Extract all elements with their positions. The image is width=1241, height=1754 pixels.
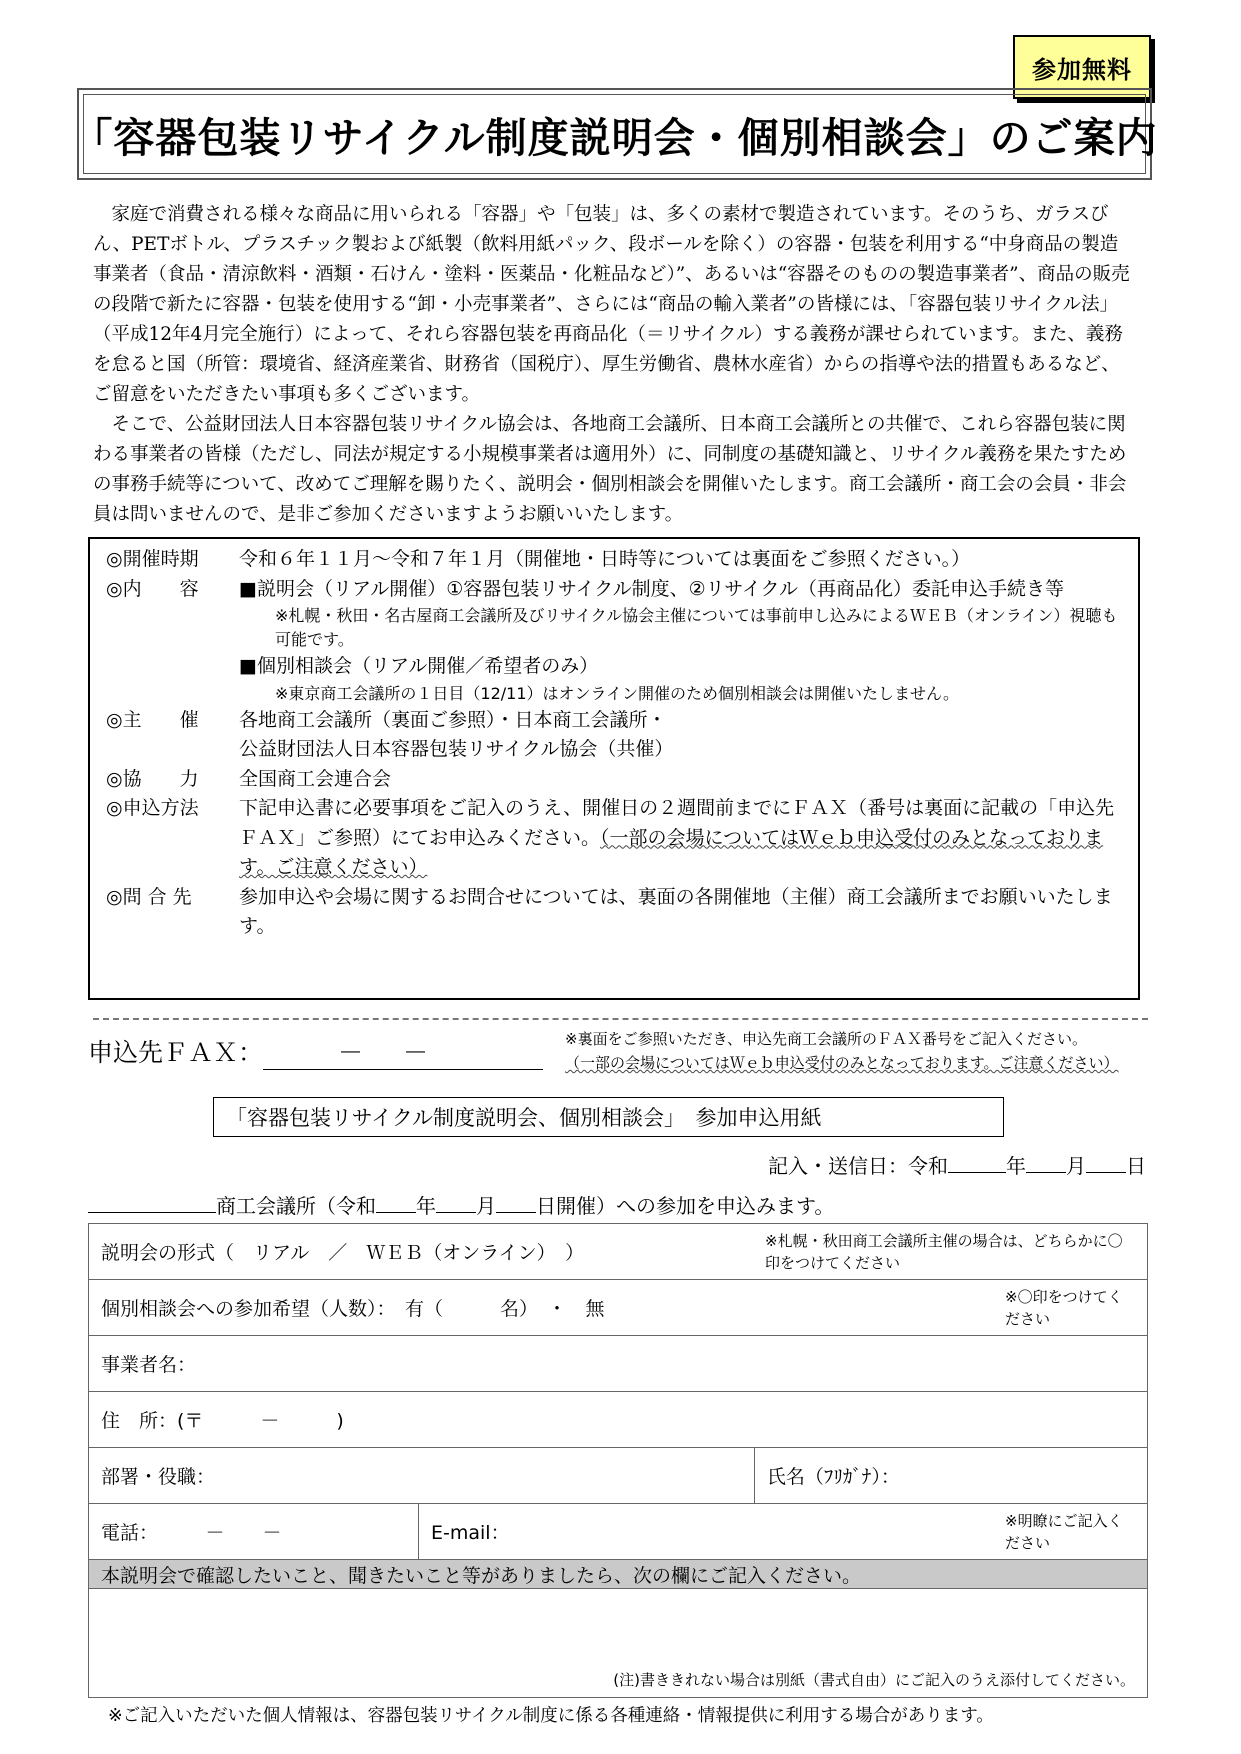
host-value-line-1: 各地商工会議所（裏面ご参照）・日本商工会議所・ [239,708,667,731]
name-label: 氏名（ﾌﾘｶﾞﾅ）： [766,1466,900,1488]
free-participation-badge: 参加無料 [1013,35,1151,99]
date-month-field[interactable] [1026,1172,1066,1173]
host-value-line-2: 公益財団法人日本容器包装リサイクル協会（共催） [239,738,674,760]
apply-statement [88,1190,834,1219]
fax-note-line-2: （一部の会場についてはＷｅｂ申込受付のみとなっております。ご注意ください） [565,1054,1119,1072]
email-label: E-mail： [431,1522,510,1544]
info-row-content [106,575,1124,605]
apply-month-unit: 月 [476,1194,496,1218]
info-row-consult-note [106,682,1124,706]
date-prefix: 記入・送信日：令和 [768,1154,948,1178]
event-day-field[interactable] [496,1212,536,1213]
form-title: 「容器包装リサイクル制度説明会、個別相談会」 参加申込用紙 [213,1097,1004,1137]
info-row-content-note [106,604,1124,652]
consult-row [89,1280,1148,1336]
fax-number-field[interactable]: －－ [263,1033,543,1070]
chamber-name-field[interactable] [88,1212,216,1213]
content-value: ■説明会（リアル開催）①容器包装リサイクル制度、②リサイクル（再商品化）委託申込手続き等 [239,577,1064,600]
address-row [89,1392,1148,1448]
format-label: 説明会の形式（ リアル ／ ＷＥＢ（オンライン） ） [101,1242,585,1264]
date-day-field[interactable] [1086,1172,1126,1173]
fax-note [565,1027,1119,1075]
period-value: 令和６年１１月～令和７年１月（開催地・日時等については裏面をご参照ください。） [239,548,971,570]
consult-note: ※東京商工会議所の１日目（12/11）はオンライン開催のため個別相談会は開催いたしません。 [275,683,959,703]
address-label: 住 所：(〒 － ) [101,1410,344,1432]
dept-label: 部署・役職： [101,1466,216,1488]
cut-line [93,1018,1148,1020]
intro-text [93,200,1133,530]
coop-label: ◎協 力 [106,767,199,790]
date-year-field[interactable] [948,1172,1006,1173]
contact-value: 参加申込や会場に関するお問合せについては、裏面の各開催地（主催）商工会議所までお願いいたします。 [239,885,1113,937]
question-field[interactable] [89,1589,1148,1698]
dept-field[interactable] [89,1448,755,1504]
privacy-footer: ※ご記入いただいた個人情報は、容器包装リサイクル制度に係る各種連絡・情報提供に利用する場合があります。 [108,1706,994,1726]
consult-label: 個別相談会への参加希望（人数）： 有（ 名） ・ 無 [101,1298,605,1320]
info-row-consult [106,652,1124,682]
date-month-unit: 月 [1066,1154,1086,1178]
phone-field[interactable] [89,1504,419,1560]
apply-label: ◎申込方法 [106,797,199,819]
contact-label: ◎問 合 先 [106,885,192,908]
apply-value-main: 下記申込書に必要事項をご記入のうえ、開催日の２週間前までにＦＡＸ（番号は裏面に記載の「申込先ＦＡＸ」ご参照）にてお申込みください。 [239,797,1115,849]
fax-destination [88,1033,543,1070]
date-year-unit: 年 [1006,1154,1026,1178]
email-field[interactable] [419,1504,1148,1560]
consult-cell[interactable] [89,1280,1148,1336]
submission-date [768,1150,1146,1179]
company-label: 事業者名： [101,1354,197,1376]
apply-suffix-1: 商工会議所（令和 [216,1194,376,1218]
apply-year-unit: 年 [416,1194,436,1218]
format-note: ※札幌・秋田商工会議所主催の場合は、どちらかに〇印をつけてください [765,1231,1123,1272]
period-label: ◎開催時期 [106,548,199,570]
consult-note: ※〇印をつけてください [1005,1287,1123,1328]
email-note: ※明瞭にご記入ください [1005,1511,1123,1552]
consult-value: ■個別相談会（リアル開催／希望者のみ） [239,655,599,677]
page-title-box [71,88,1158,180]
page-title: 「容器包装リサイクル制度説明会・個別相談会」のご案内 [83,94,1146,174]
fax-label: 申込先ＦＡＸ： [88,1038,264,1067]
intro-paragraph-1: 家庭で消費される様々な商品に用いられる「容器」や「包装」は、多くの素材で製造されています。そのうち、ガラスびん、PETボトル、プラスチック製および紙製（飲料用紙パック、段ボールを除く）の容器・包装を利用する“中身商品の製造事業者（食品・清涼飲料・酒類・石けん・塗料・医薬品・化粧品など）”、あるいは“容器そのものの製造事業者”、商品の販売の段階で新たに容器・包装を使用する“卸・小売事業者”、さらには“商品の輸入業者”の皆様には、「容器包装リサイクル法」（平成12年4月完全施行）によって、それら容器包装を再商品化（＝リサイクル）する義務が課せられています。また、義務を怠ると国（所管：環境省、経済産業省、財務省（国税庁）、厚生労働省、農林水産省）からの指導や法的措置もあるなど、ご留意をいただきたい事項も多くございます。 [93,204,1130,405]
content-label: ◎内 容 [106,577,199,600]
question-header: 本説明会で確認したいこと、聞きたいこと等がありましたら、次の欄にご記入ください。 [89,1560,1148,1589]
info-row-contact [106,883,1124,942]
apply-day-suffix: 日開催）への参加を申込みます。 [536,1194,835,1218]
application-form-table [88,1223,1148,1698]
content-note: ※札幌・秋田・名古屋商工会議所及びリサイクル協会主催については事前申し込みによるＷＥＢ（オンライン）視聴も可能です。 [275,606,1118,649]
company-row [89,1336,1148,1392]
name-field[interactable] [754,1448,1147,1504]
host-label: ◎主 催 [106,708,199,731]
info-row-coop [106,765,1124,795]
event-month-field[interactable] [436,1212,476,1213]
dept-name-row [89,1448,1148,1504]
question-note: (注)書ききれない場合は別紙（書式自由）にご記入のうえ添付してください。 [613,1671,1135,1689]
contact-row [89,1504,1148,1560]
question-header-row [89,1560,1148,1589]
intro-paragraph-2: そこで、公益財団法人日本容器包装リサイクル協会は、各地商工会議所、日本商工会議所との共催で、これら容器包装に関わる事業者の皆様（ただし、同法が規定する小規模事業者は適用外）に、同制度の基礎知識と、リサイクル義務を果たすための事務手続等について、改めてご理解を賜りたく、説明会・個別相談会を開催いたします。商工会議所・商工会の会員・非会員は問いませんので、是非ご参加くださいますようお願いいたします。 [93,414,1127,525]
address-field[interactable] [89,1392,1148,1448]
date-day-unit: 日 [1126,1154,1146,1178]
phone-label: 電話： － － [101,1522,282,1544]
event-info-box [88,537,1140,1000]
host-value [239,706,1124,765]
info-row-apply [106,794,1124,883]
apply-value [239,794,1124,883]
fax-note-line-1: ※裏面をご参照いただき、申込先商工会議所のＦＡＸ番号をご記入ください。 [565,1030,1087,1048]
coop-value: 全国商工会連合会 [239,767,392,790]
format-cell[interactable] [89,1224,1148,1280]
event-year-field[interactable] [376,1212,416,1213]
company-name-field[interactable] [89,1336,1148,1392]
info-row-period [106,545,1124,575]
apply-value-web-note: （一部の会場についてはＷｅｂ申込受付のみとなっております。ご注意ください） [239,826,1104,878]
question-row [89,1589,1148,1698]
format-row [89,1224,1148,1280]
info-row-host [106,706,1124,765]
